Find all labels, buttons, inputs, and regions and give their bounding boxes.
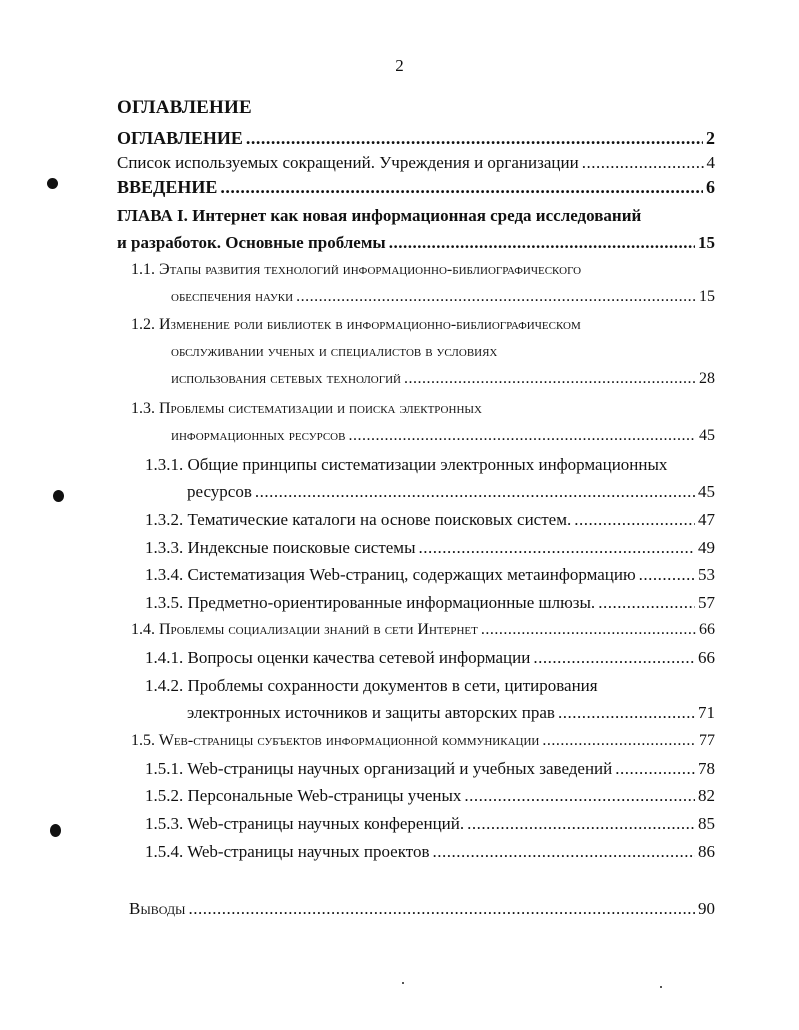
dot-leader — [419, 538, 696, 558]
toc-entry-label: 1.3.5. Предметно-ориентированные информационные шлюзы. — [145, 593, 596, 612]
dot-leader — [389, 233, 695, 253]
dot-leader — [598, 593, 695, 613]
toc-page-number: 47 — [698, 510, 715, 529]
toc-entry-1-5-3[interactable] — [145, 814, 715, 834]
toc-entry-label: электронных источников и защиты авторских прав — [187, 703, 555, 722]
dot-leader — [255, 482, 695, 502]
toc-entry-label: ресурсов — [187, 482, 252, 501]
toc-entry-1-2[interactable] — [171, 370, 715, 388]
toc-page-number: 77 — [699, 732, 715, 749]
toc-entry-label: 1.3.4. Систематизация Web-страниц, содержащих метаинформацию — [145, 565, 636, 584]
toc-entry-1-3-1[interactable] — [187, 482, 715, 502]
toc-entry-1-3-1-line1[interactable]: 1.3.1. Общие принципы систематизации электронных информационных — [145, 455, 668, 474]
dot-leader — [189, 899, 695, 919]
toc-entry-label: 1.5. Web-страницы субъектов информационной коммуникации — [131, 732, 540, 749]
toc-page-number: 4 — [706, 153, 715, 172]
toc-page-number: 82 — [698, 786, 715, 805]
toc-page-number: 45 — [699, 427, 715, 444]
toc-page-number: 15 — [699, 288, 715, 305]
toc-entry-1-3-5[interactable] — [145, 593, 715, 613]
scan-speck — [402, 982, 404, 984]
toc-entry-1-2-line2[interactable]: обслуживании ученых и специалистов в условиях — [171, 343, 498, 360]
toc-page-number: 90 — [698, 899, 715, 918]
toc-entry-label: 1.3.3. Индексные поисковые системы — [145, 538, 416, 557]
toc-page-number: 15 — [698, 233, 715, 252]
toc-entry-1-5-1[interactable] — [145, 759, 715, 779]
toc-entry-label: информационных ресурсов — [171, 427, 346, 444]
toc-entry-1-1[interactable] — [171, 288, 715, 306]
toc-entry-1-3[interactable] — [171, 427, 715, 445]
dot-leader — [246, 128, 703, 149]
toc-entry-chapter-1-line1[interactable]: ГЛАВА I. Интернет как новая информационная среда исследований — [117, 206, 642, 225]
toc-entry-label: 1.5.2. Персональные Web-страницы ученых — [145, 786, 462, 805]
toc-page-number: 53 — [698, 565, 715, 584]
toc-entry-label: ВВЕДЕНИЕ — [117, 177, 218, 197]
toc-entry-1-3-4[interactable] — [145, 565, 715, 585]
toc-entry-label: 1.5.4. Web-страницы научных проектов — [145, 842, 430, 861]
toc-entry-label: использования сетевых технологий — [171, 370, 401, 387]
toc-entry-1-2-line1[interactable]: 1.2. Изменение роли библиотек в информационно-библиографическом — [131, 316, 581, 333]
toc-entry-1-4-2[interactable] — [187, 703, 715, 723]
dot-leader — [542, 732, 696, 750]
toc-entry-conclusions[interactable] — [129, 899, 715, 919]
dot-leader — [481, 621, 696, 639]
toc-page-number: 86 — [698, 842, 715, 861]
dot-leader — [467, 814, 695, 834]
toc-page-number: 6 — [706, 177, 715, 197]
toc-entry-label: ОГЛАВЛЕНИЕ — [117, 128, 243, 148]
dot-leader — [574, 510, 695, 530]
dot-leader — [558, 703, 695, 723]
dot-leader — [615, 759, 695, 779]
toc-entry-label: 1.5.3. Web-страницы научных конференций. — [145, 814, 465, 833]
toc-page-number: 85 — [698, 814, 715, 833]
page-title: ОГЛАВЛЕНИЕ — [117, 97, 252, 118]
dot-leader — [533, 648, 695, 668]
toc-page-number: 66 — [699, 621, 715, 638]
toc-entry-1-3-line1[interactable]: 1.3. Проблемы систематизации и поиска электронных — [131, 400, 482, 417]
toc-entry-1-5[interactable] — [131, 732, 715, 750]
toc-page-number: 49 — [698, 538, 715, 557]
toc-entry-1-1-line1[interactable]: 1.1. Этапы развития технологий информационно-библиографического — [131, 261, 582, 278]
scan-speck — [660, 986, 662, 988]
toc-entry-introduction[interactable] — [117, 177, 715, 198]
toc-entry-1-5-4[interactable] — [145, 842, 715, 862]
binder-hole-mark — [47, 178, 58, 189]
dot-leader — [464, 786, 695, 806]
toc-entry-abbreviations[interactable] — [117, 153, 715, 173]
dot-leader — [582, 153, 704, 173]
toc-entry-chapter-1[interactable] — [117, 233, 715, 253]
dot-leader — [433, 842, 696, 862]
dot-leader — [639, 565, 695, 585]
dot-leader — [220, 177, 703, 198]
toc-entry-1-4-2-line1[interactable]: 1.4.2. Проблемы сохранности документов в сети, цитирования — [145, 676, 598, 695]
binder-hole-mark — [53, 490, 64, 502]
toc-entry-oglavlenie[interactable] — [117, 128, 715, 149]
toc-entry-1-5-2[interactable] — [145, 786, 715, 806]
toc-page-number: 71 — [698, 703, 715, 722]
toc-page-number: 57 — [698, 593, 715, 612]
toc-entry-1-4[interactable] — [131, 621, 715, 639]
toc-entry-label: 1.5.1. Web-страницы научных организаций и учебных заведений — [145, 759, 613, 778]
toc-entry-label: Выводы — [129, 899, 186, 918]
toc-page-number: 78 — [698, 759, 715, 778]
binder-hole-mark — [50, 824, 61, 837]
toc-page-number: 66 — [698, 648, 715, 667]
toc-entry-label: 1.3.2. Тематические каталоги на основе поисковых систем. — [145, 510, 572, 529]
toc-entry-1-3-2[interactable] — [145, 510, 715, 530]
toc-page-number: 45 — [698, 482, 715, 501]
dot-leader — [348, 427, 696, 445]
toc-entry-1-4-1[interactable] — [145, 648, 715, 668]
toc-entry-label: Список используемых сокращений. Учреждения и организации — [117, 153, 579, 172]
toc-entry-label: и разработок. Основные проблемы — [117, 233, 386, 252]
dot-leader — [404, 370, 696, 388]
toc-entry-label: обеспечения науки — [171, 288, 294, 305]
dot-leader — [296, 288, 696, 306]
toc-entry-label: 1.4. Проблемы социализации знаний в сети Интернет — [131, 621, 478, 638]
page-number: 2 — [395, 56, 404, 75]
toc-entry-1-3-3[interactable] — [145, 538, 715, 558]
toc-page-number: 2 — [706, 128, 715, 148]
toc-page-number: 28 — [699, 370, 715, 387]
toc-entry-label: 1.4.1. Вопросы оценки качества сетевой информации — [145, 648, 531, 667]
